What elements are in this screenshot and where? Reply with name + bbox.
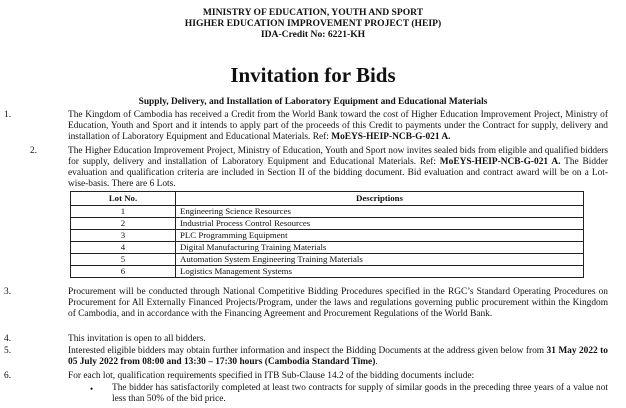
lot-description: Engineering Science Resources [176,206,584,218]
table-header-row [71,192,584,206]
table-row [71,206,584,218]
lot-number: 1 [71,206,176,218]
ministry-name: MINISTRY OF EDUCATION, YOUTH AND SPORT [202,7,424,18]
document-subtitle: Supply, Delivery, and Installation of Laboratory Equipment and Educational Materials [138,97,488,107]
lot-number: 4 [71,242,176,254]
paragraph-text: The Higher Education Improvement Project, Ministry of Education, Youth and Sport now invites sealed bids from eligible and qualified bidders for supply, delivery and installation of Laboratory Equipment and Educational Materials. Ref: [68,146,608,168]
reference-number: MoEYS-HEIP-NCB-G-021 A. [439,157,561,168]
reference-number: MoEYS-HEIP-NCB-G-021 A. [331,132,451,143]
paragraph-3: Procurement will be conducted through National Competitive Bidding Procedures specified in the RGC’s Standard Operating Procedures on Procurement for All Externally Financed Projects/Program, under the laws and regulations governing public procurement within the Kingdom of Cambodia, and in accordance with the Financing Agreement and Procurement Regulations of the World Bank. [68,287,608,320]
qualification-bullet-text: The bidder has satisfactorily completed at least two contracts for supply of similar goods in the preceding three years of a value not less than 50% of the bid price. [112,383,608,405]
paragraph-1 [68,110,608,143]
bullet-icon: • [90,384,94,394]
item-number: 5. [4,346,12,356]
lot-number: 6 [71,266,176,278]
lot-description: PLC Programming Equipment [176,230,584,242]
item-number: 4. [4,334,12,344]
paragraph-text: The Kingdom of Cambodia has received a Credit from the World Bank toward the cost of Higher Education Improvement Project, Ministry of Education, Youth and Sport and it intends to apply part of the proceeds of this Credit to payments under the Contract for supply, delivery and installation of Laboratory Equipment and Educational Materials. Ref: [68,110,608,143]
item-number: 2. [30,146,38,156]
table-row [71,230,584,242]
item-number: 3. [4,287,12,297]
paragraph-2 [68,146,608,190]
table-row [71,266,584,278]
paragraph-text: Interested eligible bidders may obtain further information and inspect the Bidding Documents at the address given below from [68,346,547,356]
lot-number: 5 [71,254,176,266]
lot-number: 2 [71,218,176,230]
project-name: HIGHER EDUCATION IMPROVEMENT PROJECT (HEIP) [184,18,442,29]
lot-description: Industrial Process Control Resources [176,218,584,230]
table-row [71,218,584,230]
paragraph-4: This invitation is open to all bidders. [68,334,206,344]
table-row [71,242,584,254]
lot-number: 3 [71,230,176,242]
item-number: 1. [4,110,12,120]
document-title: Invitation for Bids [230,63,396,87]
table-row [71,254,584,266]
credit-number: IDA-Credit No: 6221-KH [260,29,366,40]
lot-description: Digital Manufacturing Training Materials [176,242,584,254]
bidding-period: 31 May 2022 to 05 July 2022 from 08:00 and 13:30 – 17:30 hours (Cambodia Standard Time) [68,346,608,368]
paragraph-text: . [375,357,378,368]
lot-description: Automation System Engineering Training Materials [176,254,584,266]
column-header-descriptions: Descriptions [176,192,584,206]
lots-table [70,191,584,278]
paragraph-5 [68,346,608,368]
item-number: 6. [4,371,12,381]
paragraph-6: For each lot, qualification requirements specified in ITB Sub-Clause 14.2 of the bidding documents include: [68,371,475,381]
paragraph-text: The Bidder evaluation and qualification criteria are included in Section II of the bidding document. Bid evaluation and contract award will be on a Lot-wise-basis. There are 6 Lots. [68,157,608,190]
lot-description: Logistics Management Systems [176,266,584,278]
column-header-lot-no: Lot No. [71,192,176,206]
